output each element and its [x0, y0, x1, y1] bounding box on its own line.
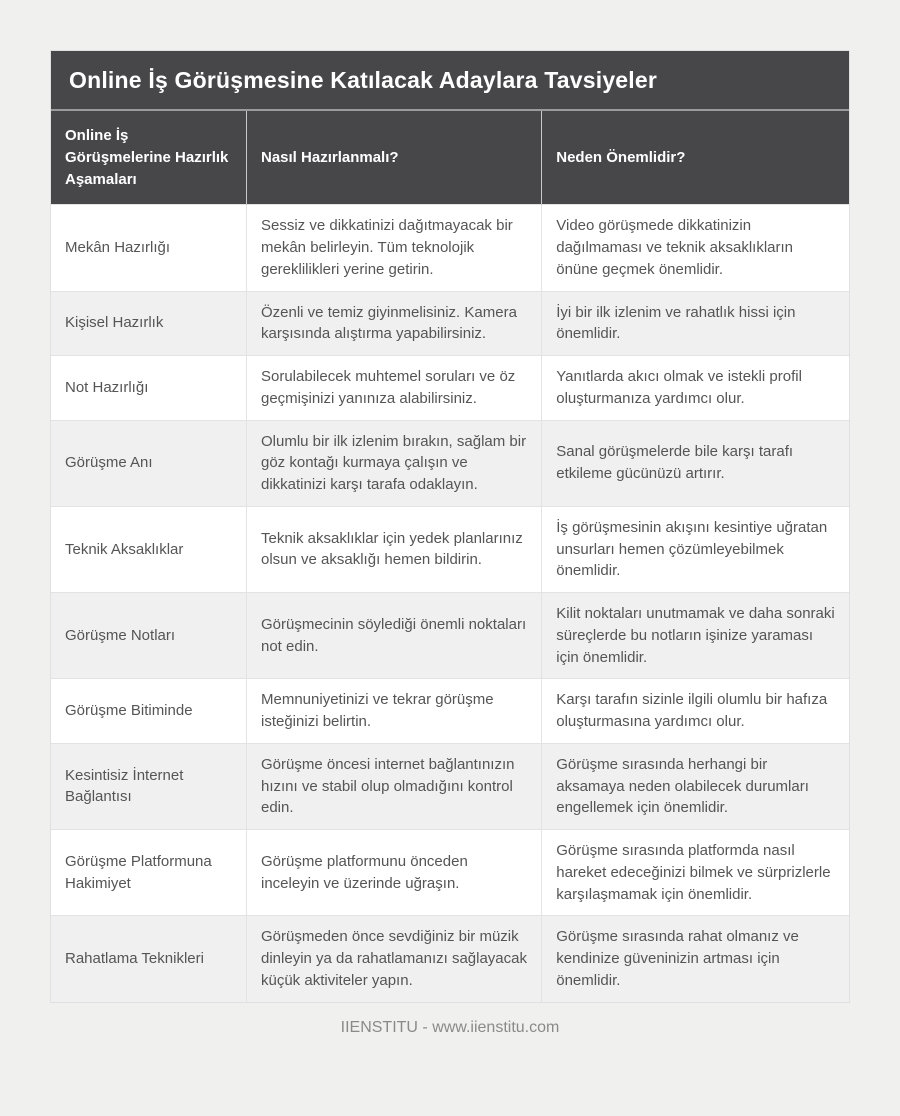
why-cell: Karşı tarafın sizinle ilgili olumlu bir hafıza oluşturmasına yardımcı olur. [542, 679, 849, 744]
table-row [51, 679, 849, 744]
stage-cell: Kesintisiz İnternet Bağlantısı [51, 743, 247, 829]
why-cell: Görüşme sırasında rahat olmanız ve kendinize güveninizin artması için önemlidir. [542, 916, 849, 1002]
stage-cell: Kişisel Hazırlık [51, 291, 247, 356]
table-row [51, 420, 849, 506]
stage-cell: Görüşme Bitiminde [51, 679, 247, 744]
why-cell: Sanal görüşmelerde bile karşı tarafı etkileme gücünüzü artırır. [542, 420, 849, 506]
stage-cell: Rahatlama Teknikleri [51, 916, 247, 1002]
stage-cell: Görüşme Platformuna Hakimiyet [51, 830, 247, 916]
table-row [51, 830, 849, 916]
table-row [51, 743, 849, 829]
table-row [51, 593, 849, 679]
why-cell: İş görüşmesinin akışını kesintiye uğratan unsurları hemen çözümleyebilmek önemlidir. [542, 506, 849, 592]
how-cell: Görüşme öncesi internet bağlantınızın hızını ve stabil olup olmadığını kontrol edin. [247, 743, 542, 829]
how-cell: Memnuniyetinizi ve tekrar görüşme isteğinizi belirtin. [247, 679, 542, 744]
why-cell: İyi bir ilk izlenim ve rahatlık hissi için önemlidir. [542, 291, 849, 356]
how-cell: Sorulabilecek muhtemel soruları ve öz geçmişinizi yanınıza alabilirsiniz. [247, 356, 542, 421]
column-header-stages: Online İş Görüşmelerine Hazırlık Aşamaları [51, 111, 247, 205]
how-cell: Görüşmeden önce sevdiğiniz bir müzik dinleyin ya da rahatlamanızı sağlayacak küçük aktiviteler yapın. [247, 916, 542, 1002]
why-cell: Video görüşmede dikkatinizin dağılmaması ve teknik aksaklıkların önüne geçmek önemlidir. [542, 205, 849, 291]
how-cell: Sessiz ve dikkatinizi dağıtmayacak bir mekân belirleyin. Tüm teknolojik gereklilikleri yerine getirin. [247, 205, 542, 291]
why-cell: Kilit noktaları unutmamak ve daha sonraki süreçlerde bu notların işinize yaraması için önemlidir. [542, 593, 849, 679]
stage-cell: Not Hazırlığı [51, 356, 247, 421]
how-cell: Olumlu bir ilk izlenim bırakın, sağlam bir göz kontağı kurmaya çalışın ve dikkatinizi karşı tarafa odaklayın. [247, 420, 542, 506]
table-row [51, 916, 849, 1002]
stage-cell: Mekân Hazırlığı [51, 205, 247, 291]
advice-card [50, 50, 850, 1003]
why-cell: Görüşme sırasında herhangi bir aksamaya neden olabilecek durumları engellemek için önemlidir. [542, 743, 849, 829]
column-header-how: Nasıl Hazırlanmalı? [247, 111, 542, 205]
table-row [51, 506, 849, 592]
stage-cell: Görüşme Anı [51, 420, 247, 506]
footer-branding: IIENSTITU - www.iienstitu.com [340, 1018, 560, 1036]
why-cell: Görüşme sırasında platformda nasıl hareket edeceğinizi bilmek ve sürprizlerle karşılaşmamak için önemlidir. [542, 830, 849, 916]
how-cell: Görüşme platformunu önceden inceleyin ve üzerinde uğraşın. [247, 830, 542, 916]
stage-cell: Görüşme Notları [51, 593, 247, 679]
table-row [51, 356, 849, 421]
how-cell: Görüşmecinin söylediği önemli noktaları not edin. [247, 593, 542, 679]
why-cell: Yanıtlarda akıcı olmak ve istekli profil oluşturmanıza yardımcı olur. [542, 356, 849, 421]
how-cell: Özenli ve temiz giyinmelisiniz. Kamera karşısında alıştırma yapabilirsiniz. [247, 291, 542, 356]
stage-cell: Teknik Aksaklıklar [51, 506, 247, 592]
how-cell: Teknik aksaklıklar için yedek planlarınız olsun ve aksaklığı hemen bildirin. [247, 506, 542, 592]
page-title: Online İş Görüşmesine Katılacak Adaylara Tavsiyeler [51, 51, 849, 111]
table-row [51, 205, 849, 291]
table-row [51, 291, 849, 356]
advice-table-body [51, 205, 849, 1002]
advice-table-header [51, 111, 849, 205]
advice-table [51, 111, 849, 1002]
column-header-why: Neden Önemlidir? [542, 111, 849, 205]
